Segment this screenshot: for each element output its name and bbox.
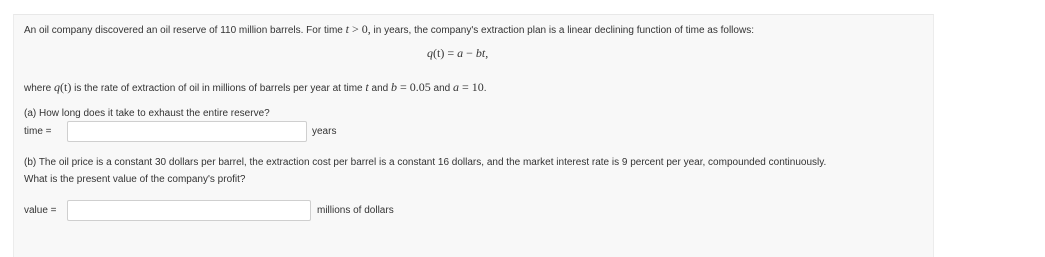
part-a-question: (a) How long does it take to exhaust the entire reserve? [24,108,270,119]
time-answer-input[interactable] [67,121,307,142]
value-answer-input[interactable] [67,200,311,221]
intro-math-condition: t > 0, [345,22,371,36]
intro-text-pre: An oil company discovered an oil reserve of 110 million barrels. For time [24,25,343,36]
part-b-unit: millions of dollars [317,205,394,216]
where-period: . [483,83,487,94]
where-text: where [24,83,52,94]
part-b-question-line2: What is the present value of the company's profit? [24,174,246,185]
where-and-2: and [433,83,451,94]
problem-intro [24,22,754,37]
part-a-unit: years [312,126,337,137]
where-math-a: a = 10 [453,80,484,94]
part-b-label: value = [24,205,57,216]
where-math-t: t [365,80,369,94]
where-text-mid: is the rate of extraction of oil in millions of barrels per year at time [74,83,363,94]
part-b-question-line1: (b) The oil price is a constant 30 dollars per barrel, the extraction cost per barrel is a constant 16 dollars, and the market interest rate is 9 percent per year, compounded continuously. [24,157,827,168]
where-math-q: q(t) [54,80,72,94]
part-a-label: time = [24,126,52,137]
equation: q(t) = a − bt, [427,46,489,60]
intro-text-post: in years, the company's extraction plan is a linear declining function of time as follows: [373,25,754,36]
definitions-line [24,80,487,95]
where-and-1: and [371,83,389,94]
where-math-b: b = 0.05 [390,80,431,94]
